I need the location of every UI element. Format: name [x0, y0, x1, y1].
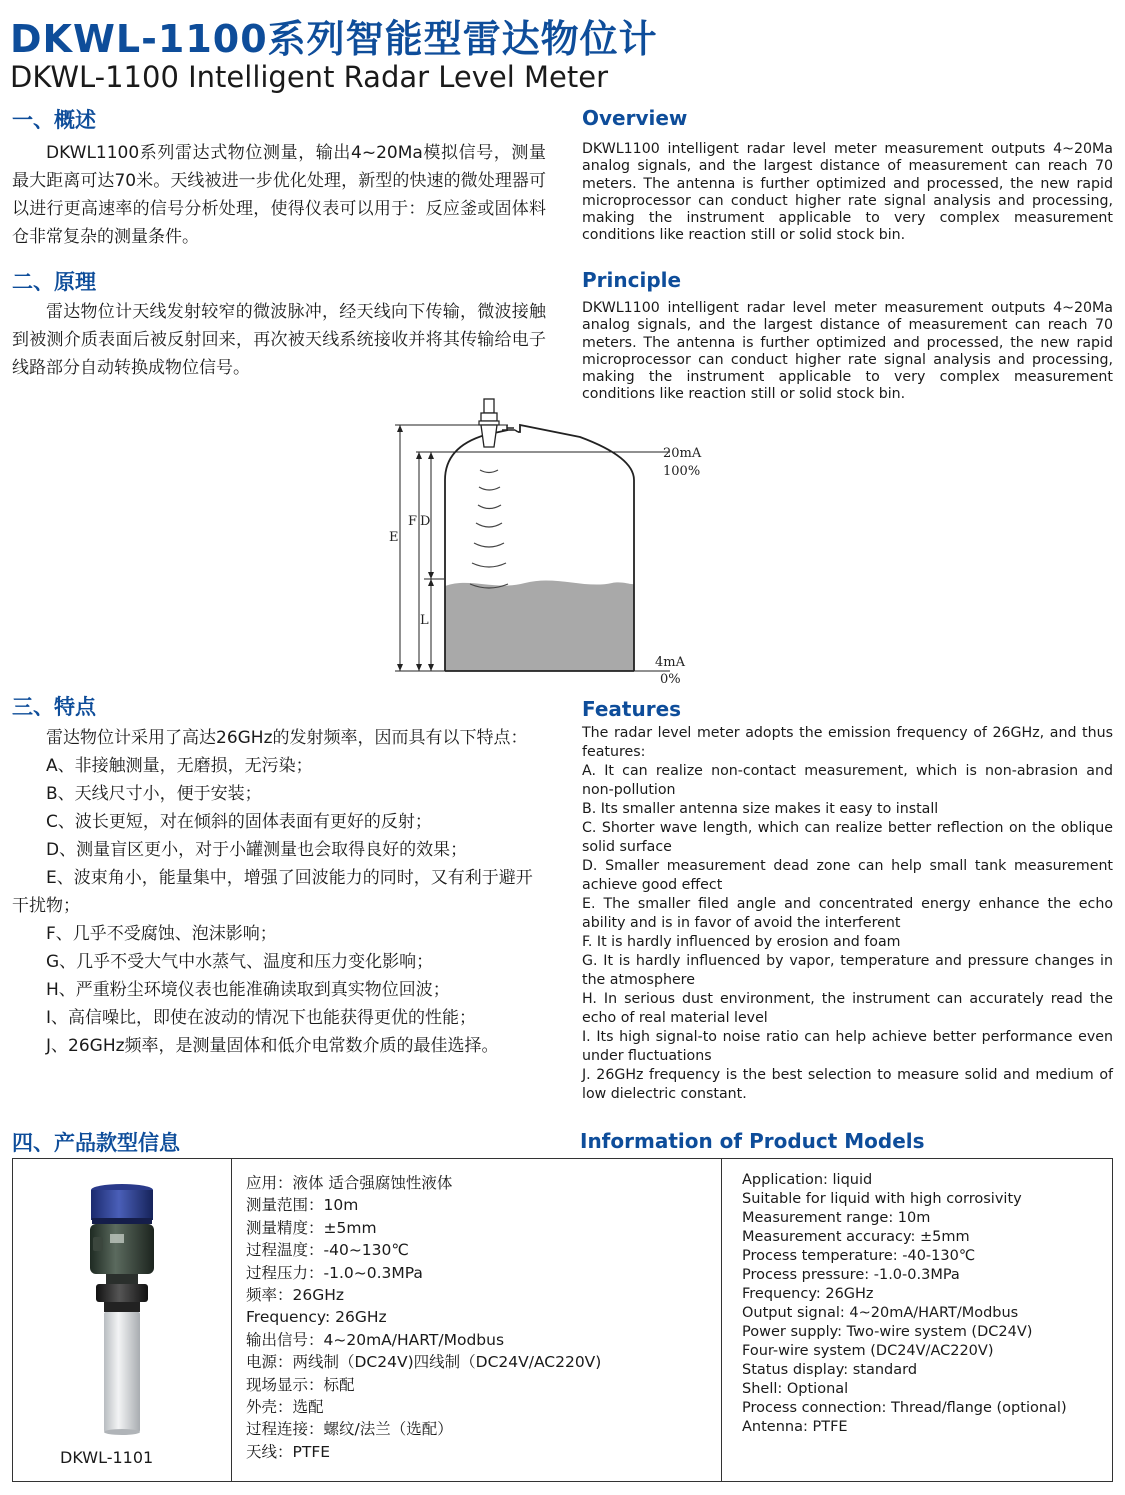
principle-text-cn: 雷达物位计天线发射较窄的微波脉冲，经天线向下传输，微波接触到被测介质表面后被反射回来，再次被天线系统接收并将其传输给电子线路部分自动转换成物位信号。: [12, 302, 546, 378]
list-item: Antenna: PTFE: [742, 1419, 848, 1435]
list-item: 频率：26GHz: [246, 1286, 345, 1305]
list-item: I. Its high signal-to noise ratio can help achieve better performance even under fluctuations: [582, 1029, 1113, 1064]
principle-heading-cn: 二、原理: [12, 270, 96, 294]
dim-label-d: D: [420, 514, 431, 529]
list-item: C、波长更短，对在倾斜的固体表面有更好的反射；: [46, 812, 432, 832]
page-title: DKWL-1100系列智能型雷达物位计: [10, 17, 658, 61]
overview-heading-cn: 一、概述: [12, 108, 96, 132]
features-list-cn: [12, 724, 546, 1060]
radar-waves: [470, 470, 508, 588]
list-item: Suitable for liquid with high corrosivity: [742, 1191, 1022, 1207]
list-item: 电源：两线制（DC24V)四线制（DC24V/AC220V): [246, 1353, 602, 1372]
dim-label-l: L: [420, 613, 429, 628]
list-item: H、严重粉尘环境仪表也能准确读取到真实物位回波；: [46, 980, 450, 1000]
bottom-current-label: 4mA: [655, 655, 685, 670]
overview-heading-en: Overview: [582, 106, 688, 130]
features-heading-cn: 三、特点: [12, 695, 96, 719]
list-item: 输出信号：4~20mA/HART/Modbus: [246, 1330, 505, 1349]
antenna-horn-icon: [481, 425, 497, 447]
principle-text-en: DKWL1100 intelligent radar level meter measurement outputs 4~20Ma analog signals, and the largest distance of measurement can reach 70 meters. The antenna is further optimized and processed, the new rapid microprocessor can conduct higher rate signal analysis and processing, making the instrument applicable to very complex measurement conditions like reaction still or solid stock bin.: [582, 300, 1113, 403]
dim-label-e: E: [389, 530, 399, 545]
list-item: 测量范围：10m: [246, 1196, 359, 1215]
list-item: Power supply: Two-wire system (DC24V): [742, 1324, 1033, 1340]
list-item: Process temperature: -40-130℃: [742, 1248, 976, 1264]
list-item: F. It is hardly influenced by erosion and foam: [582, 934, 901, 950]
specs-list-en: [742, 1171, 1067, 1437]
list-item: G、几乎不受大气中水蒸气、温度和压力变化影响；: [46, 952, 434, 972]
list-item: Shell: Optional: [742, 1381, 849, 1397]
list-item: Four-wire system (DC24V/AC220V): [742, 1343, 994, 1359]
models-heading-cn: 四、产品款型信息: [12, 1131, 180, 1155]
specs-list-cn: [246, 1172, 601, 1463]
list-item: Application: liquid: [742, 1172, 873, 1188]
list-item: Process pressure: -1.0-0.3MPa: [742, 1267, 960, 1283]
radar-meter-product-icon: [84, 1182, 160, 1438]
liquid-fill: [445, 580, 634, 671]
list-item: 过程连接：螺纹/法兰（选配）: [246, 1420, 453, 1439]
list-item: 外壳：选配: [246, 1398, 324, 1417]
list-item: D、测量盲区更小，对于小罐测量也会取得良好的效果；: [46, 840, 468, 860]
list-item: C. Shorter wave length, which can realize better reflection on the oblique solid surface: [582, 820, 1113, 855]
antenna-head-icon: [484, 399, 494, 413]
list-item: 应用：液体 适合强腐蚀性液体: [246, 1174, 453, 1192]
list-item: 测量精度：±5mm: [246, 1218, 377, 1237]
features-list-en: [582, 724, 1113, 1104]
dim-label-f: F: [408, 514, 418, 529]
list-item: H. In serious dust environment, the instrument can accurately read the echo of real material level: [582, 991, 1113, 1026]
overview-text-cn: DKWL1100系列雷达式物位测量，输出4~20Ma模拟信号，测量最大距离可达70米。天线被进一步优化处理，新型的快速的微处理器可以进行更高速率的信号分析处理，使得仪表可以用于：反应釜或固体料仓非常复杂的测量条件。: [12, 143, 546, 247]
tank-diagram: [380, 395, 720, 690]
list-item: E. The smaller filed angle and concentrated energy enhance the echo ability and is in favor of avoid the interferent: [582, 896, 1113, 931]
list-item: I、高信噪比，即使在波动的情况下也能获得更优的性能；: [46, 1008, 477, 1028]
list-item: Process connection: Thread/flange (optional): [742, 1400, 1067, 1416]
overview-text-en: DKWL1100 intelligent radar level meter measurement outputs 4~20Ma analog signals, and the largest distance of measurement can reach 70 meters. The antenna is further optimized and processed, the new rapid microprocessor can conduct higher rate signal analysis and processing, making the instrument applicable to very complex measurement conditions like reaction still or solid stock bin.: [582, 141, 1113, 244]
list-item: B. Its smaller antenna size makes it easy to install: [582, 801, 939, 817]
table-divider: [721, 1158, 722, 1482]
list-item: A、非接触测量，无磨损，无污染；: [46, 756, 313, 776]
list-item: Measurement accuracy: ±5mm: [742, 1229, 970, 1245]
list-item: E、波束角小，能量集中，增强了回波能力的同时，又有利于避开干扰物；: [12, 868, 533, 916]
list-item: 过程温度：-40~130℃: [246, 1241, 409, 1260]
list-item: J、26GHz频率，是测量固体和低介电常数介质的最佳选择。: [46, 1036, 499, 1056]
features-heading-en: Features: [582, 697, 682, 721]
list-item: J. 26GHz frequency is the best selection to measure solid and medium of low dielectric constant.: [582, 1067, 1113, 1102]
model-name: DKWL-1101: [60, 1448, 154, 1467]
table-divider: [231, 1158, 232, 1482]
list-item: 天线：PTFE: [246, 1442, 331, 1461]
list-item: Frequency: 26GHz: [246, 1308, 387, 1327]
models-heading-en: Information of Product Models: [580, 1129, 925, 1153]
list-item: F、几乎不受腐蚀、泡沫影响；: [46, 924, 277, 944]
features-intro-en: The radar level meter adopts the emission frequency of 26GHz, and thus features:: [582, 725, 1113, 760]
top-percent-label: 100%: [663, 464, 701, 479]
list-item: Measurement range: 10m: [742, 1210, 931, 1226]
list-item: Frequency: 26GHz: [742, 1286, 874, 1302]
features-intro-cn: 雷达物位计采用了高达26GHz的发射频率，因而具有以下特点：: [46, 728, 528, 748]
bottom-percent-label: 0%: [660, 672, 681, 687]
list-item: A. It can realize non-contact measurement, which is non-abrasion and non-pollution: [582, 763, 1113, 798]
list-item: G. It is hardly influenced by vapor, temperature and pressure changes in the atmosphere: [582, 953, 1113, 988]
list-item: 现场显示：标配: [246, 1375, 355, 1394]
top-current-label: 20mA: [663, 446, 702, 461]
principle-heading-en: Principle: [582, 268, 682, 292]
list-item: Status display: standard: [742, 1362, 918, 1378]
list-item: B、天线尺寸小，便于安装；: [46, 784, 262, 804]
list-item: Output signal: 4~20mA/HART/Modbus: [742, 1305, 1019, 1321]
list-item: D. Smaller measurement dead zone can help small tank measurement achieve good effect: [582, 858, 1113, 893]
page-subtitle: DKWL-1100 Intelligent Radar Level Meter: [10, 60, 609, 94]
list-item: 过程压力：-1.0~0.3MPa: [246, 1263, 423, 1282]
